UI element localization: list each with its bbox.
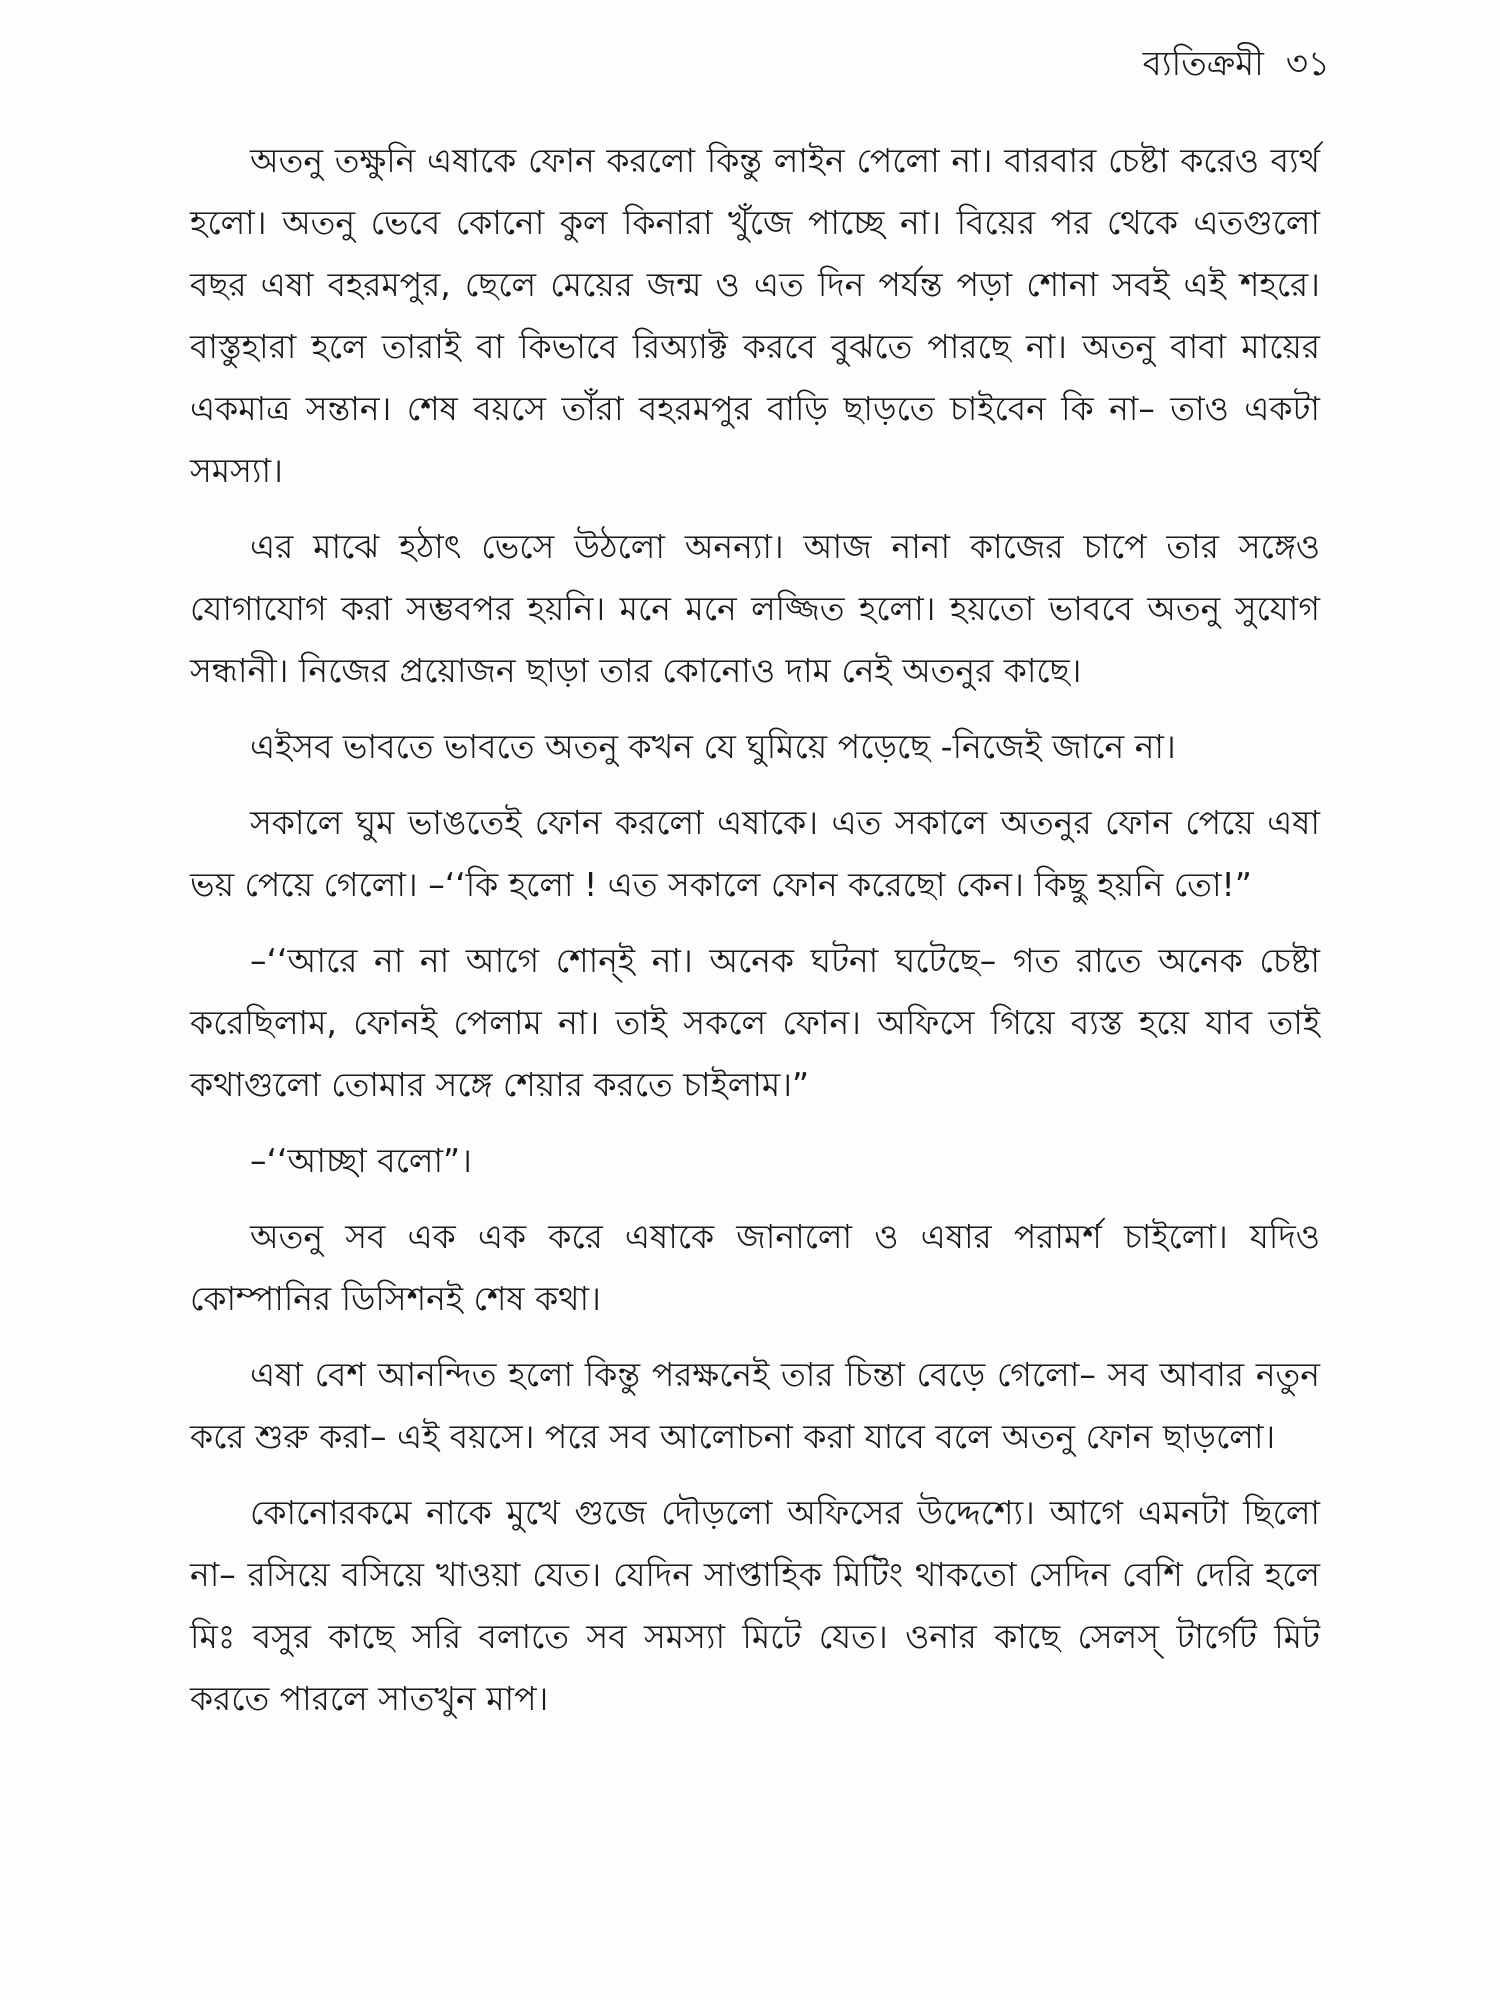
paragraph-7: অতনু সব এক এক করে এষাকে জানালো ও এষার পরামর্শ চাইলো। যদিও কোম্পানির ডিসিশনই শেষ কথা। <box>190 1217 1320 1318</box>
running-header <box>1143 38 1330 95</box>
body-text <box>190 130 1320 1730</box>
paragraph-6: –‘‘আচ্ছা বলো”। <box>250 1141 472 1180</box>
paragraph-8: এষা বেশ আনন্দিত হলো কিন্তু পরক্ষনেই তার চিন্তা বেড়ে গেলো– সব আবার নতুন করে শুরু করা– এই বয়সে। পরে সব আলোচনা করা যাবে বলে অতনু ফোন ছাড়লো। <box>190 1355 1320 1456</box>
paragraph-1: অতনু তক্ষুনি এষাকে ফোন করলো কিন্তু লাইন পেলো না। বারবার চেষ্টা করেও ব্যর্থ হলো। অতনু ভেবে কোনো কুল কিনারা খুঁজে পাচ্ছে না। বিয়ের পর থেকে এতগুলো বছর এষা বহরমপুর, ছেলে মেয়ের জন্ম ও এত দিন পর্যন্ত পড়া শোনা সবই এই শহরে। বাস্তুহারা হলে তারাই বা কিভাবে রিঅ্যাক্ট করবে বুঝতে পারছে না। অতনু বাবা মায়ের একমাত্র সন্তান। শেষ বয়সে তাঁরা বহরমপুর বাড়ি ছাড়তে চাইবেন কি না– তাও একটা সমস্যা। <box>190 141 1320 490</box>
paragraph-3: এইসব ভাবতে ভাবতে অতনু কখন যে ঘুমিয়ে পড়েছে -নিজেই জানে না। <box>250 727 1176 766</box>
paragraph-5: –‘‘আরে না না আগে শোন্ই না। অনেক ঘটনা ঘটেছে– গত রাতে অনেক চেষ্টা করেছিলাম, ফোনই পেলাম না। তাই সকলে ফোন। অফিসে গিয়ে ব্যস্ত হয়ে যাব তাই কথাগুলো তোমার সঙ্গে শেয়ার করতে চাইলাম।” <box>190 941 1320 1104</box>
paragraph-2: এর মাঝে হঠাৎ ভেসে উঠলো অনন্যা। আজ নানা কাজের চাপে তার সঙ্গেও যোগাযোগ করা সম্ভবপর হয়নি। মনে মনে লজ্জিত হলো। হয়তো ভাববে অতনু সুযোগ সন্ধানী। নিজের প্রয়োজন ছাড়া তার কোনোও দাম নেই অতনুর কাছে। <box>190 527 1320 690</box>
page-number: ৩১ <box>1285 44 1330 84</box>
paragraph-4: সকালে ঘুম ভাঙতেই ফোন করলো এষাকে। এত সকালে অতনুর ফোন পেয়ে এষা ভয় পেয়ে গেলো। –‘‘কি হলো ! এত সকালে ফোন করেছো কেন। কিছু হয়নি তো!” <box>190 803 1320 904</box>
running-header-title: ব্যতিক্রমী <box>1142 44 1264 84</box>
paragraph-9: কোনোরকমে নাকে মুখে গুজে দৌড়লো অফিসের উদ্দেশ্যে। আগে এমনটা ছিলো না– রসিয়ে বসিয়ে খাওয়া যেত। যেদিন সাপ্তাহিক মিটিং থাকতো সেদিন বেশি দেরি হলে মিঃ বসুর কাছে সরি বলাতে সব সমস্যা মিটে যেত। ওনার কাছে সেলস্ টার্গেট মিট করতে পারলে সাতখুন মাপ। <box>190 1493 1320 1718</box>
